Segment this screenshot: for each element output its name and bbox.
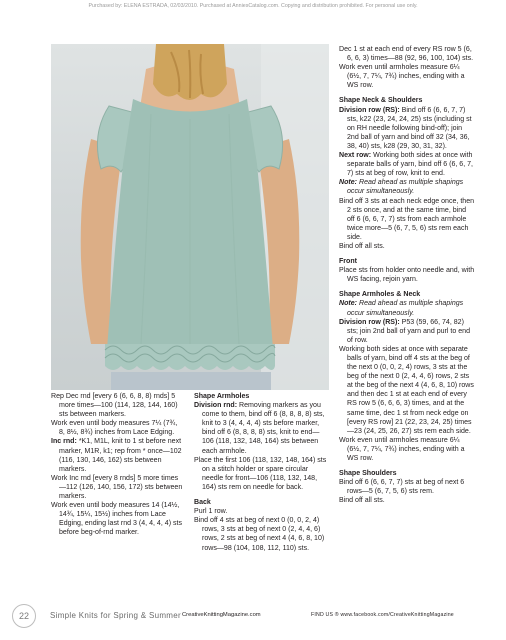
book-title: Simple Knits for Spring & Summer bbox=[50, 611, 181, 620]
note-2-text: Read ahead as multiple shapings occur simultaneously. bbox=[347, 300, 464, 317]
work-even-armholes-2-paragraph: Work even until armholes measure 6¼ (6½, 7, 7¼, 7¾) inches, ending with a WS row. bbox=[339, 436, 465, 463]
garment-illustration bbox=[51, 44, 329, 390]
dec-paragraph: Dec 1 st at each end of every RS row 5 (6, 6, 6, 3) times—88 (92, 96, 100, 104) sts. bbox=[339, 46, 474, 63]
note-label: Note: bbox=[339, 179, 358, 187]
work-inc-paragraph: Work Inc rnd [every 8 rnds] 5 more times—112 (126, 140, 156, 172) sts between markers. bbox=[51, 474, 183, 501]
bind-off-all-paragraph: Bind off all sts. bbox=[339, 242, 385, 250]
division-rnd-text: Removing markers as you come to them, bind off 6 (8, 8, 8, 8) sts, knit to 3 (4, 4, 4, 4) sts before marker, bind off 6 (8, 8, 8, 8) sts, knit to end—106 (118, 132, 148, 164) sts between each armhole. bbox=[202, 402, 325, 455]
purl-paragraph: Purl 1 row. bbox=[194, 508, 228, 516]
page-number: 22 bbox=[12, 604, 36, 628]
page-footer bbox=[0, 600, 506, 630]
work-even-paragraph: Work even until body measures 7¼ (7¾, 8, 8½, 8¾) inches from Lace Edging. bbox=[51, 420, 178, 437]
division-rnd-paragraph bbox=[194, 401, 330, 456]
next-row-text: Working both sides at once with separate balls of yarn, bind off 6 (6, 6, 7, 7) sts at beg of row, knit to end. bbox=[347, 152, 474, 178]
heading-shape-armholes: Shape Armholes bbox=[194, 393, 250, 400]
instructions-column-2 bbox=[194, 392, 330, 553]
next-row-paragraph bbox=[339, 151, 475, 178]
inc-rnd-text: *K1, M1L, knit to 1 st before next marker, M1R, k1; rep from * once—102 (116, 130, 146, 162) sts between markers. bbox=[59, 438, 182, 473]
bind-off-all-2-paragraph: Bind off all sts. bbox=[339, 497, 385, 505]
division-rnd-label: Division rnd: bbox=[194, 402, 238, 410]
inc-rnd-paragraph bbox=[51, 437, 183, 473]
heading-shape-shoulders: Shape Shoulders bbox=[339, 470, 397, 478]
division-row-2-text: P53 (59, 66, 74, 82) sts; join 2nd ball of yarn and purl to end of row. bbox=[347, 318, 471, 344]
facebook-link[interactable]: FIND US ® www.facebook.com/CreativeKnittingMagazine bbox=[311, 612, 454, 618]
bind-off-neck-paragraph: Bind off 3 sts at each neck edge once, then 2 sts once, and at the same time, bind off 6 (6, 6, 7, 7) sts from each armhole twice more—5 (6, 7, 5, 6) sts rem each side. bbox=[339, 197, 475, 241]
division-row-2-label: Division row (RS): bbox=[339, 318, 400, 326]
working-both-sides-paragraph: Working both sides at once with separate balls of yarn, bind off 4 sts at the beg of the next 0 (0, 0, 2, 4) rows, 3 sts at the beg of the next 0 (2, 4, 4, 6) rows, 2 sts at the beg of the next 4 (4, 6, 8, 10) rows and then dec 1 st at each end of every RS row 5 (6, 6, 6, 3) times, and at the same time, dec 1 st from neck edge on [every RS row] 21 (22, 23, 24, 25) times—23 (24, 25, 26, 27) sts rem each side. bbox=[339, 345, 474, 435]
purchase-watermark: Purchased by: ELENA ESTRADA, 02/03/2010. Purchased at AnniesCatalog.com. Copying and distribution prohibited. For personal use only. bbox=[88, 3, 418, 9]
note-paragraph bbox=[339, 178, 475, 196]
note-2-paragraph bbox=[339, 299, 475, 317]
rep-dec-paragraph: Rep Dec rnd [every 6 (6, 6, 8, 8) rnds] 5 more times—100 (114, 128, 144, 160) sts between markers. bbox=[51, 393, 178, 419]
work-even-2-paragraph: Work even until body measures 14 (14½, 14¾, 15¼, 15½) inches from Lace Edging, ending last rnd 3 (4, 4, 4, 4) sts before beg-of-rnd marker. bbox=[51, 502, 183, 537]
bind-off-shoulders-paragraph: Bind off 6 (6, 6, 7, 7) sts at beg of next 6 rows—5 (6, 7, 5, 6) sts rem. bbox=[339, 479, 465, 496]
note-2-label: Note: bbox=[339, 300, 358, 308]
heading-front: Front bbox=[339, 258, 358, 266]
division-row-2-paragraph bbox=[339, 318, 475, 345]
heading-shape-neck-shoulders: Shape Neck & Shoulders bbox=[339, 97, 423, 105]
note-text: Read ahead as multiple shapings occur simultaneously. bbox=[347, 179, 464, 196]
bind-off-paragraph: Bind off 4 sts at beg of next 0 (0, 0, 2, 4) rows, 3 sts at beg of next 0 (2, 4, 4, 6) rows, 2 sts at beg of next 4 (4, 6, 8, 10) rows—98 (104, 108, 112, 110) sts. bbox=[194, 517, 325, 552]
division-row-label: Division row (RS): bbox=[339, 106, 400, 114]
division-row-text: Bind off 6 (6, 6, 7, 7) sts, k22 (23, 24, 24, 25) sts (including st on RH needle following bind-off); join 2nd ball of yarn and bind off 32 (34, 36, 38, 40) sts, k28 (29, 30, 31, 32). bbox=[347, 106, 472, 150]
instructions-column-1 bbox=[51, 392, 183, 538]
division-row-paragraph bbox=[339, 106, 475, 151]
garment-photo bbox=[51, 44, 329, 390]
inc-rnd-label: Inc rnd: bbox=[51, 438, 77, 446]
heading-shape-armholes-neck: Shape Armholes & Neck bbox=[339, 291, 421, 299]
heading-back: Back bbox=[194, 499, 211, 507]
place-sts-paragraph: Place the first 106 (118, 132, 148, 164) sts on a stitch holder or spare circular needle for front—106 (118, 132, 148, 164) sts rem on needle for back. bbox=[194, 456, 327, 491]
place-holder-paragraph: Place sts from holder onto needle and, with WS facing, rejoin yarn. bbox=[339, 267, 475, 284]
next-row-label: Next row: bbox=[339, 152, 372, 160]
work-even-armholes-paragraph: Work even until armholes measure 6¼ (6½, 7, 7¼, 7¾) inches, ending with a WS row. bbox=[339, 64, 465, 90]
instructions-column-3 bbox=[339, 45, 475, 506]
website-link[interactable]: CreativeKnittingMagazine.com bbox=[182, 612, 261, 618]
